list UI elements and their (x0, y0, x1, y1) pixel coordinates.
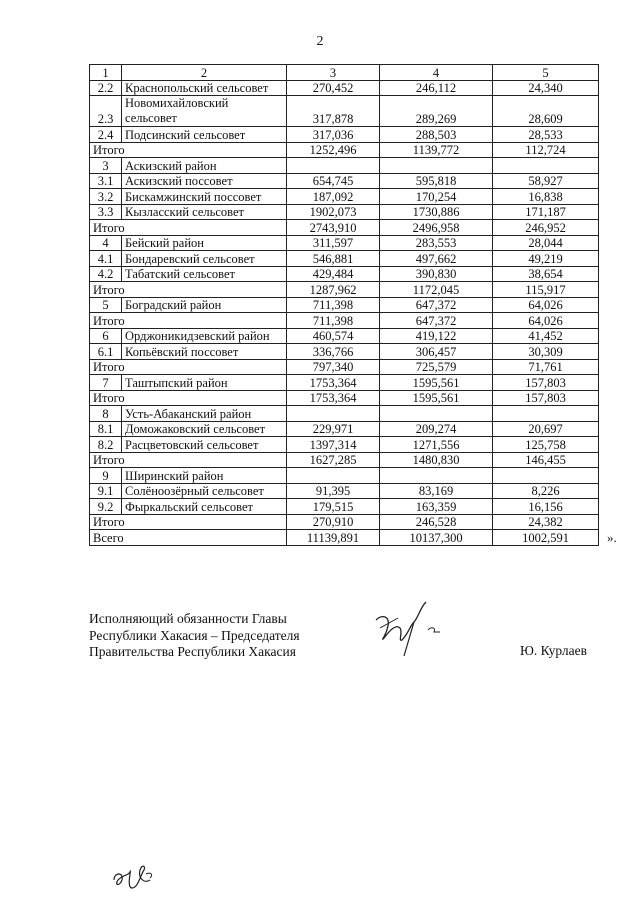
value-cell-c3: 797,340 (287, 359, 380, 375)
value-cell-c5: 28,533 (493, 127, 599, 143)
table-row (90, 80, 599, 96)
total-label: Итого (90, 390, 287, 406)
table-row (90, 266, 599, 282)
value-cell-c4: 647,372 (380, 297, 493, 313)
value-cell-c3: 229,971 (287, 421, 380, 437)
table-row (90, 437, 599, 453)
value-cell-c3: 1397,314 (287, 437, 380, 453)
handwritten-signature (370, 598, 450, 658)
row-number: 8.2 (90, 437, 122, 453)
row-number: 4.1 (90, 251, 122, 267)
municipality-name: Бондаревский сельсовет (122, 251, 287, 267)
value-cell-c3 (287, 158, 380, 174)
value-cell-c5: 28,044 (493, 235, 599, 251)
value-cell-c3: 711,398 (287, 297, 380, 313)
value-cell-c3: 460,574 (287, 328, 380, 344)
municipality-name: Табатский сельсовет (122, 266, 287, 282)
total-label: Итого (90, 313, 287, 329)
value-cell-c3: 336,766 (287, 344, 380, 360)
table-total-row (90, 359, 599, 375)
municipality-name: Фыркальский сельсовет (122, 499, 287, 515)
value-cell-c4: 419,122 (380, 328, 493, 344)
total-label: Итого (90, 220, 287, 236)
value-cell-c3: 1287,962 (287, 282, 380, 298)
table-row (90, 499, 599, 515)
handwritten-initials (110, 858, 170, 892)
total-label: Итого (90, 359, 287, 375)
table-row (90, 406, 599, 422)
value-cell-c4: 2496,958 (380, 220, 493, 236)
value-cell-c5: 24,340 (493, 80, 599, 96)
row-number: 7 (90, 375, 122, 391)
row-number: 3 (90, 158, 122, 174)
municipality-name: Боградский район (122, 297, 287, 313)
value-cell-c4 (380, 468, 493, 484)
value-cell-c5: 157,803 (493, 375, 599, 391)
value-cell-c5 (493, 158, 599, 174)
value-cell-c3: 317,036 (287, 127, 380, 143)
table-total-row (90, 220, 599, 236)
row-number: 6 (90, 328, 122, 344)
total-label: Всего (90, 530, 287, 546)
row-number: 3.2 (90, 189, 122, 205)
row-number: 4.2 (90, 266, 122, 282)
column-header: 1 (90, 65, 122, 81)
value-cell-c5: 58,927 (493, 173, 599, 189)
value-cell-c3: 429,484 (287, 266, 380, 282)
total-label: Итого (90, 452, 287, 468)
municipality-name: Солёноозёрный сельсовет (122, 483, 287, 499)
value-cell-c5: 171,187 (493, 204, 599, 220)
municipality-name: Усть-Абаканский район (122, 406, 287, 422)
row-number: 9.2 (90, 499, 122, 515)
value-cell-c3: 187,092 (287, 189, 380, 205)
signer-title-line: Правительства Республики Хакасия (89, 644, 296, 659)
row-number: 3.3 (90, 204, 122, 220)
value-cell-c3: 91,395 (287, 483, 380, 499)
value-cell-c5: 16,156 (493, 499, 599, 515)
value-cell-c4: 10137,300 (380, 530, 493, 546)
value-cell-c4: 246,528 (380, 514, 493, 530)
table-row (90, 344, 599, 360)
value-cell-c5: 28,609 (493, 96, 599, 127)
value-cell-c5 (493, 406, 599, 422)
value-cell-c3: 1902,073 (287, 204, 380, 220)
row-number: 6.1 (90, 344, 122, 360)
municipality-name: Бейский район (122, 235, 287, 251)
column-header: 3 (287, 65, 380, 81)
value-cell-c5: 8,226 (493, 483, 599, 499)
value-cell-c5: 146,455 (493, 452, 599, 468)
municipality-name: Ширинский район (122, 468, 287, 484)
value-cell-c3: 1627,285 (287, 452, 380, 468)
table-total-row (90, 452, 599, 468)
signer-title-line: Республики Хакасия – Председателя (89, 627, 300, 643)
municipality-name: Орджоникидзевский район (122, 328, 287, 344)
row-number: 3.1 (90, 173, 122, 189)
row-number: 9 (90, 468, 122, 484)
value-cell-c4: 497,662 (380, 251, 493, 267)
value-cell-c5: 1002,591 (493, 530, 599, 546)
value-cell-c4: 289,269 (380, 96, 493, 127)
table-row (90, 375, 599, 391)
table-total-row (90, 390, 599, 406)
table-row (90, 173, 599, 189)
value-cell-c5: 30,309 (493, 344, 599, 360)
total-label: Итого (90, 514, 287, 530)
value-cell-c5: 71,761 (493, 359, 599, 375)
row-number: 2.4 (90, 127, 122, 143)
table-total-row (90, 142, 599, 158)
value-cell-c3: 654,745 (287, 173, 380, 189)
column-header: 5 (493, 65, 599, 81)
value-cell-c4: 595,818 (380, 173, 493, 189)
value-cell-c4: 83,169 (380, 483, 493, 499)
value-cell-c4: 1172,045 (380, 282, 493, 298)
municipality-name: Расцветовский сельсовет (122, 437, 287, 453)
value-cell-c3: 2743,910 (287, 220, 380, 236)
value-cell-c3: 1753,364 (287, 390, 380, 406)
value-cell-c3: 270,910 (287, 514, 380, 530)
value-cell-c3: 11139,891 (287, 530, 380, 546)
closing-quote: ». (607, 530, 617, 545)
municipality-name: Аскизский район (122, 158, 287, 174)
value-cell-c4: 1271,556 (380, 437, 493, 453)
value-cell-c4: 163,359 (380, 499, 493, 515)
value-cell-c5: 125,758 (493, 437, 599, 453)
value-cell-c3: 711,398 (287, 313, 380, 329)
value-cell-c4: 1595,561 (380, 390, 493, 406)
signer-title (89, 611, 300, 661)
table-row (90, 328, 599, 344)
signer-name: Ю. Курлаев (520, 643, 588, 658)
value-cell-c4: 725,579 (380, 359, 493, 375)
budget-table (89, 64, 599, 546)
column-header: 4 (380, 65, 493, 81)
value-cell-c5 (493, 468, 599, 484)
row-number: 5 (90, 297, 122, 313)
value-cell-c3: 317,878 (287, 96, 380, 127)
value-cell-c3: 1753,364 (287, 375, 380, 391)
value-cell-c5: 64,026 (493, 297, 599, 313)
table-row (90, 251, 599, 267)
row-number: 4 (90, 235, 122, 251)
value-cell-c5: 64,026 (493, 313, 599, 329)
value-cell-c4: 390,830 (380, 266, 493, 282)
municipality-name: Краснопольский сельсовет (122, 80, 287, 96)
municipality-name: Таштыпский район (122, 375, 287, 391)
table-total-row (90, 514, 599, 530)
value-cell-c5: 115,917 (493, 282, 599, 298)
value-cell-c5: 38,654 (493, 266, 599, 282)
value-cell-c3: 270,452 (287, 80, 380, 96)
row-number: 9.1 (90, 483, 122, 499)
value-cell-c5: 16,838 (493, 189, 599, 205)
value-cell-c4: 246,112 (380, 80, 493, 96)
value-cell-c3 (287, 406, 380, 422)
value-cell-c5: 246,952 (493, 220, 599, 236)
value-cell-c4: 283,553 (380, 235, 493, 251)
value-cell-c4: 1595,561 (380, 375, 493, 391)
value-cell-c4: 288,503 (380, 127, 493, 143)
value-cell-c3 (287, 468, 380, 484)
municipality-name: Доможаковский сельсовет (122, 421, 287, 437)
value-cell-c3: 546,881 (287, 251, 380, 267)
value-cell-c5: 157,803 (493, 390, 599, 406)
table-row (90, 421, 599, 437)
value-cell-c5: 112,724 (493, 142, 599, 158)
table-row (90, 468, 599, 484)
value-cell-c4: 1730,886 (380, 204, 493, 220)
value-cell-c5: 49,219 (493, 251, 599, 267)
value-cell-c4: 209,274 (380, 421, 493, 437)
row-number: 8 (90, 406, 122, 422)
value-cell-c4 (380, 158, 493, 174)
table-row (90, 127, 599, 143)
table-row (90, 189, 599, 205)
table-row (90, 96, 599, 127)
municipality-name: Новомихайловский сельсовет (122, 96, 287, 127)
table-total-row (90, 282, 599, 298)
column-header: 2 (122, 65, 287, 81)
municipality-name: Бискамжинский поссовет (122, 189, 287, 205)
value-cell-c4: 647,372 (380, 313, 493, 329)
value-cell-c4: 1139,772 (380, 142, 493, 158)
table-header-row (90, 65, 599, 81)
value-cell-c5: 24,382 (493, 514, 599, 530)
value-cell-c4: 306,457 (380, 344, 493, 360)
table-row (90, 235, 599, 251)
municipality-name: Аскизский поссовет (122, 173, 287, 189)
value-cell-c3: 179,515 (287, 499, 380, 515)
municipality-name: Кызласский сельсовет (122, 204, 287, 220)
row-number: 8.1 (90, 421, 122, 437)
table-row (90, 483, 599, 499)
total-label: Итого (90, 142, 287, 158)
signer-title-line: Исполняющий обязанности Главы (89, 611, 287, 626)
municipality-name: Копьёвский поссовет (122, 344, 287, 360)
value-cell-c4: 170,254 (380, 189, 493, 205)
page-number: 2 (316, 34, 324, 49)
value-cell-c5: 20,697 (493, 421, 599, 437)
value-cell-c4 (380, 406, 493, 422)
municipality-name: Подсинский сельсовет (122, 127, 287, 143)
total-label: Итого (90, 282, 287, 298)
value-cell-c3: 1252,496 (287, 142, 380, 158)
table-total-row (90, 530, 599, 546)
table-total-row (90, 313, 599, 329)
value-cell-c4: 1480,830 (380, 452, 493, 468)
table-row (90, 158, 599, 174)
row-number: 2.3 (90, 96, 122, 127)
value-cell-c3: 311,597 (287, 235, 380, 251)
value-cell-c5: 41,452 (493, 328, 599, 344)
table-row (90, 204, 599, 220)
table-row (90, 297, 599, 313)
row-number: 2.2 (90, 80, 122, 96)
